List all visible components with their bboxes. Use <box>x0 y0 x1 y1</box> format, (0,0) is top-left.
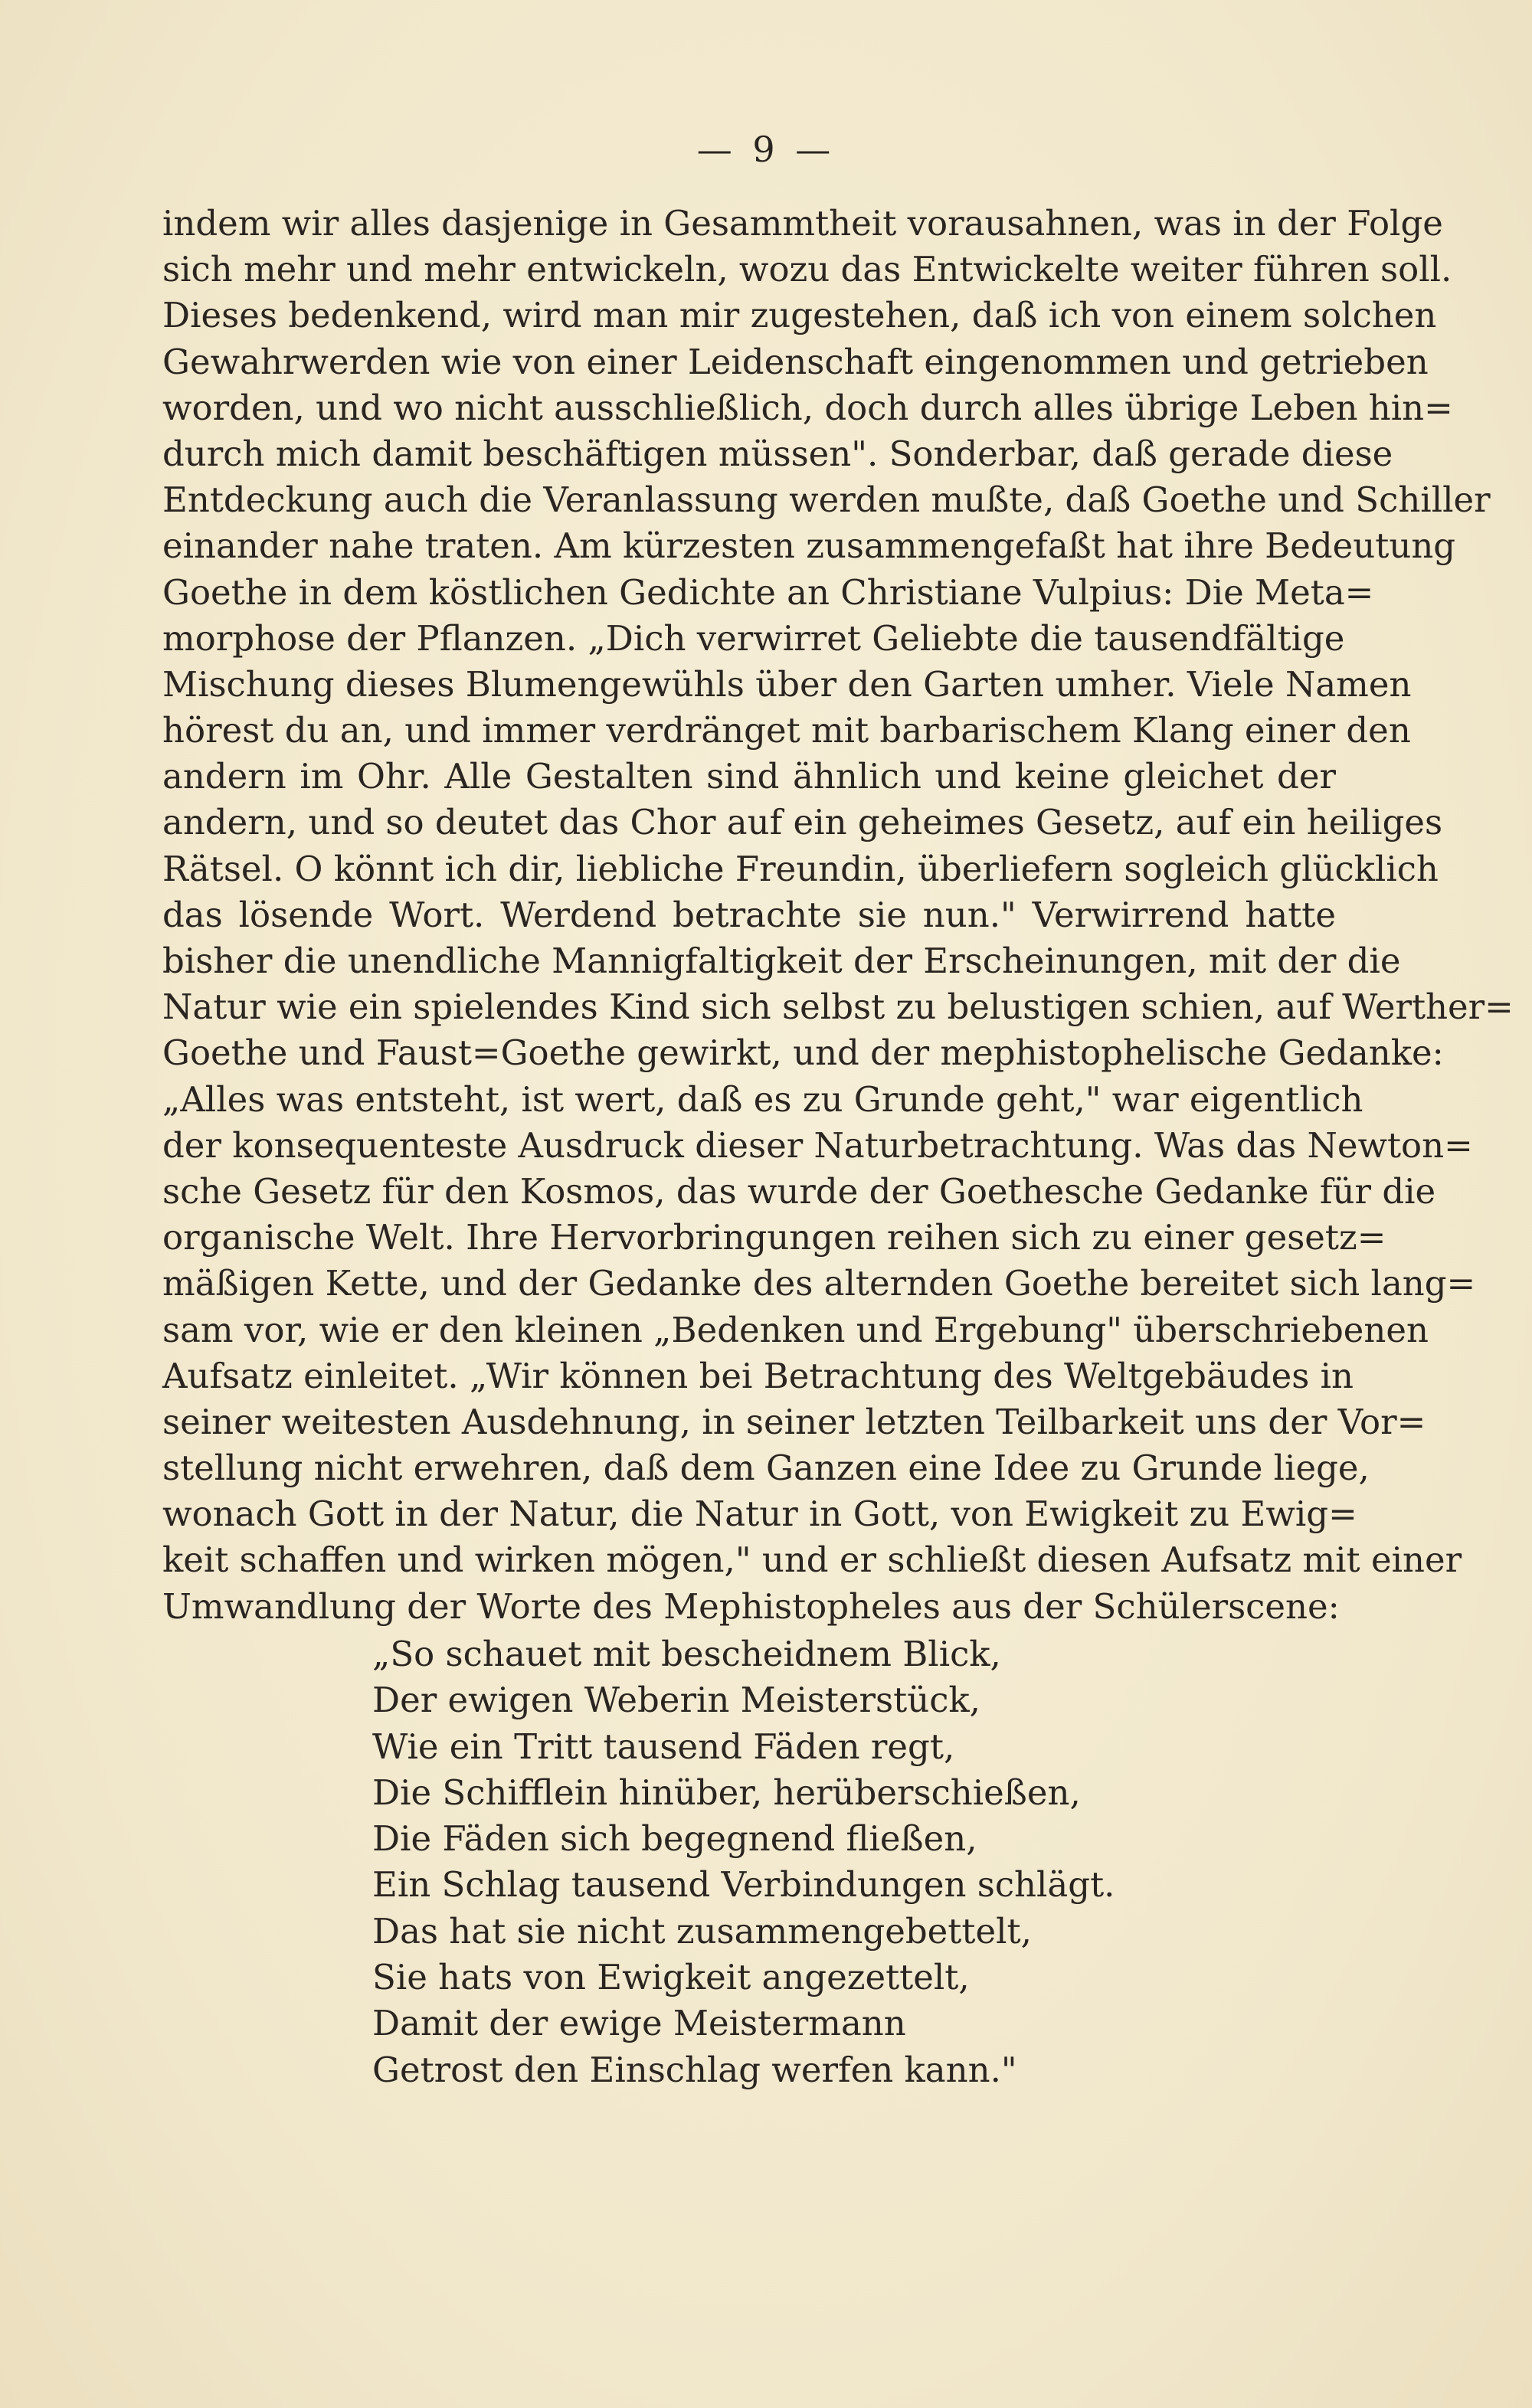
verse-line: Die Fäden sich begegnend fließen, <box>372 1818 977 1860</box>
verse-line: „So schauet mit bescheidnem Blick, <box>372 1634 1001 1674</box>
text-line: Goethe in dem köstlichen Gedichte an Christiane Vulpius: Die Meta= <box>162 571 1374 613</box>
text-line: Umwandlung der Worte des Mephistopheles aus der Schülerscene: <box>162 1585 1340 1627</box>
text-line: Gewahrwerden wie von einer Leidenschaft eingenommen und getrieben <box>162 341 1429 382</box>
verse-line: Das hat sie nicht zusammengebettelt, <box>372 1910 1032 1952</box>
text-line: morphose der Pflanzen. „Dich verwirret Geliebte die tausendfältige <box>162 617 1345 659</box>
verse-line: Wie ein Tritt tausend Fäden regt, <box>372 1726 955 1767</box>
text-line: Aufsatz einleitet. „Wir können bei Betrachtung des Weltgebäudes in <box>162 1355 1354 1396</box>
verse-line: Getrost den Einschlag werfen kann." <box>372 2049 1017 2090</box>
verse-line: Der ewigen Weberin Meisterstück, <box>372 1680 980 1721</box>
verse-line: Die Schifflein hinüber, herüberschießen, <box>372 1772 1081 1813</box>
text-line: „Alles was entsteht, ist wert, daß es zu Grunde geht," war eigentlich <box>162 1078 1363 1120</box>
verse-quotation <box>372 1631 1215 2093</box>
text-line: Rätsel. O könnt ich dir, liebliche Freundin, überliefern sogleich glücklich <box>162 848 1439 889</box>
text-line: indem wir alles dasjenige in Gesammtheit vorausahnen, was in der Folge <box>162 203 1443 244</box>
text-line: stellung nicht erwehren, daß dem Ganzen eine Idee zu Grunde liege, <box>162 1448 1370 1489</box>
text-line: seiner weitesten Ausdehnung, in seiner letzten Teilbarkeit uns der Vor= <box>162 1401 1426 1442</box>
text-line: hörest du an, und immer verdränget mit barbarischem Klang einer den <box>162 710 1411 751</box>
text-line: durch mich damit beschäftigen müssen". Sonderbar, daß gerade diese <box>162 433 1393 474</box>
text-line: Dieses bedenkend, wird man mir zugestehen, daß ich von einem solchen <box>162 295 1437 336</box>
text-line: der konsequenteste Ausdruck dieser Naturbetrachtung. Was das Newton= <box>162 1124 1473 1166</box>
text-line: mäßigen Kette, und der Gedanke des alternden Goethe bereitet sich lang= <box>162 1263 1476 1304</box>
prose-paragraph <box>162 201 1514 1630</box>
text-line: bisher die unendliche Mannigfaltigkeit der Erscheinungen, mit der die <box>162 941 1401 981</box>
text-line: Mischung dieses Blumengewühls über den Garten umher. Viele Namen <box>162 663 1412 705</box>
text-line: Natur wie ein spielendes Kind sich selbst zu belustigen schien, auf Werther= <box>162 986 1514 1028</box>
text-line: sche Gesetz für den Kosmos, das wurde der Goethesche Gedanke für die <box>162 1170 1436 1212</box>
text-line: andern, und so deutet das Chor auf ein geheimes Gesetz, auf ein heiliges <box>162 802 1443 843</box>
text-line: keit schaffen und wirken mögen," und er schließt diesen Aufsatz mit einer <box>162 1539 1462 1581</box>
verse-line: Sie hats von Ewigkeit angezettelt, <box>372 1957 970 1998</box>
page-number: — 9 — <box>696 129 836 170</box>
verse-line: Damit der ewige Meistermann <box>372 2003 906 2044</box>
text-line: andern im Ohr. Alle Gestalten sind ähnlich und keine gleichet der <box>162 756 1336 797</box>
text-line: einander nahe traten. Am kürzesten zusammengefaßt hat ihre Bedeutung <box>162 525 1456 567</box>
text-line: organische Welt. Ihre Hervorbringungen reihen sich zu einer gesetz= <box>162 1217 1386 1258</box>
text-line: sich mehr und mehr entwickeln, wozu das Entwickelte weiter führen soll. <box>162 249 1452 290</box>
text-line: worden, und wo nicht ausschließlich, doch durch alles übrige Leben hin= <box>162 387 1453 428</box>
text-line: Entdeckung auch die Veranlassung werden mußte, daß Goethe und Schiller <box>162 479 1491 521</box>
text-line: wonach Gott in der Natur, die Natur in Gott, von Ewigkeit zu Ewig= <box>162 1494 1357 1535</box>
text-line: das lösende Wort. Werdend betrachte sie nun." Verwirrend hatte <box>162 894 1336 935</box>
text-line: sam vor, wie er den kleinen „Bedenken und Ergebung" überschriebenen <box>162 1309 1429 1350</box>
text-line: Goethe und Faust=Goethe gewirkt, und der mephistophelische Gedanke: <box>162 1032 1444 1074</box>
verse-line: Ein Schlag tausend Verbindungen schlägt. <box>372 1864 1115 1906</box>
